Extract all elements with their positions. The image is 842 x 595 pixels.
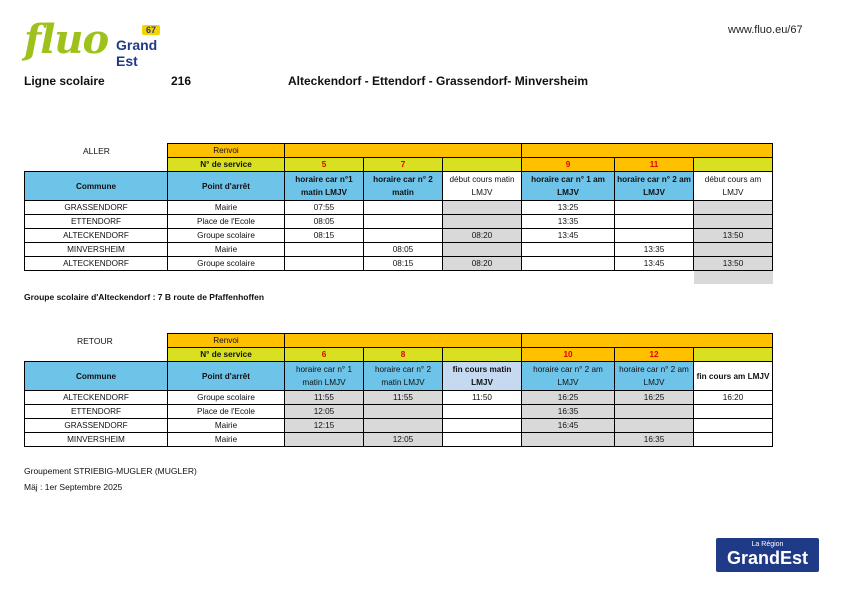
aller-col-header: horaire car n° 2 matin: [364, 172, 443, 201]
retour-service-number: 8: [364, 348, 443, 362]
stop-cell: Groupe scolaire: [168, 229, 285, 243]
commune-cell: ALTECKENDORF: [25, 229, 168, 243]
time-cell: [615, 201, 694, 215]
time-cell: [364, 229, 443, 243]
operator-text: Groupement STRIEBIG-MUGLER (MUGLER): [24, 466, 197, 476]
aller-col-header: début cours am LMJV: [694, 172, 773, 201]
grey-filler: [694, 271, 773, 285]
retour-col-commune: Commune: [25, 362, 168, 391]
time-cell: [694, 419, 773, 433]
time-cell: [522, 257, 615, 271]
time-cell: [522, 433, 615, 447]
retour-service-label: N° de service: [168, 348, 285, 362]
retour-service-number: 6: [285, 348, 364, 362]
time-cell: [443, 419, 522, 433]
aller-col-commune: Commune: [25, 172, 168, 201]
commune-cell: ALTECKENDORF: [25, 391, 168, 405]
commune-cell: MINVERSHEIM: [25, 433, 168, 447]
commune-cell: GRASSENDORF: [25, 419, 168, 433]
update-date: Mäj : 1er Septembre 2025: [24, 482, 123, 492]
aller-col-header: horaire car n°1 matin LMJV: [285, 172, 364, 201]
commune-cell: ALTECKENDORF: [25, 257, 168, 271]
time-cell: 13:45: [615, 257, 694, 271]
table-row: [25, 405, 773, 419]
aller-col-arret: Point d'arrêt: [168, 172, 285, 201]
time-cell: 16:20: [694, 391, 773, 405]
line-number: 216: [171, 74, 192, 88]
aller-service-number: 11: [615, 158, 694, 172]
time-cell: [615, 405, 694, 419]
logo-grand-est: Grand Est: [116, 37, 158, 69]
time-cell: [443, 243, 522, 257]
retour-renvoi-label: Renvoi: [168, 334, 285, 348]
commune-cell: GRASSENDORF: [25, 201, 168, 215]
table-row: [25, 215, 773, 229]
time-cell: [285, 243, 364, 257]
commune-cell: ETTENDORF: [25, 215, 168, 229]
region-logo-line1: La Région: [751, 541, 784, 548]
time-cell: [364, 201, 443, 215]
time-cell: [694, 433, 773, 447]
stop-cell: Mairie: [168, 433, 285, 447]
time-cell: 13:45: [522, 229, 615, 243]
aller-col-header: horaire car n° 2 am LMJV: [615, 172, 694, 201]
time-cell: [615, 229, 694, 243]
retour-col-header: horaire car n° 1 matin LMJV: [285, 362, 364, 391]
time-cell: 07:55: [285, 201, 364, 215]
aller-service-number: 5: [285, 158, 364, 172]
stop-cell: Place de l'Ecole: [168, 405, 285, 419]
table-row: [25, 257, 773, 271]
stop-cell: Mairie: [168, 419, 285, 433]
retour-col-header: horaire car n° 2 am LMJV: [615, 362, 694, 391]
time-cell: [615, 419, 694, 433]
time-cell: [694, 243, 773, 257]
time-cell: [522, 243, 615, 257]
line-label: Ligne scolaire: [24, 74, 105, 88]
table-row: [25, 229, 773, 243]
commune-cell: ETTENDORF: [25, 405, 168, 419]
time-cell: 16:45: [522, 419, 615, 433]
time-cell: [443, 433, 522, 447]
table-row: [25, 201, 773, 215]
time-cell: 13:50: [694, 257, 773, 271]
aller-service-label: N° de service: [168, 158, 285, 172]
retour-col-arret: Point d'arrêt: [168, 362, 285, 391]
time-cell: 16:25: [615, 391, 694, 405]
retour-service-number: 12: [615, 348, 694, 362]
time-cell: [694, 405, 773, 419]
website-link[interactable]: www.fluo.eu/67: [728, 24, 803, 36]
aller-timetable: [24, 143, 773, 284]
time-cell: 13:25: [522, 201, 615, 215]
time-cell: 08:20: [443, 229, 522, 243]
time-cell: [443, 201, 522, 215]
retour-title: RETOUR: [77, 336, 113, 346]
aller-service-number: [694, 158, 773, 172]
aller-renvoi-morning: [285, 144, 522, 158]
time-cell: 16:35: [615, 433, 694, 447]
table-row: [25, 391, 773, 405]
retour-timetable: [24, 333, 773, 447]
time-cell: 13:35: [522, 215, 615, 229]
retour-service-number: [443, 348, 522, 362]
time-cell: 11:50: [443, 391, 522, 405]
region-grand-est-logo: [716, 538, 819, 572]
time-cell: 13:35: [615, 243, 694, 257]
aller-renvoi-label: Renvoi: [168, 144, 285, 158]
stop-cell: Groupe scolaire: [168, 391, 285, 405]
time-cell: [364, 419, 443, 433]
retour-col-header: horaire car n° 2 matin LMJV: [364, 362, 443, 391]
table-row: [25, 433, 773, 447]
time-cell: [615, 215, 694, 229]
aller-note: Groupe scolaire d'Alteckendorf : 7 B route de Pfaffenhoffen: [24, 292, 265, 302]
time-cell: 08:05: [364, 243, 443, 257]
time-cell: [364, 405, 443, 419]
aller-service-number: 9: [522, 158, 615, 172]
time-cell: 16:35: [522, 405, 615, 419]
time-cell: 12:05: [364, 433, 443, 447]
stop-cell: Mairie: [168, 243, 285, 257]
time-cell: 11:55: [364, 391, 443, 405]
retour-service-number: [694, 348, 773, 362]
time-cell: [694, 201, 773, 215]
retour-col-header: horaire car n° 2 am LMJV: [522, 362, 615, 391]
aller-service-number: [443, 158, 522, 172]
time-cell: [443, 405, 522, 419]
stop-cell: Place de l'Ecole: [168, 215, 285, 229]
retour-renvoi-morning: [285, 334, 522, 348]
time-cell: 13:50: [694, 229, 773, 243]
aller-title: ALLER: [83, 146, 110, 156]
table-row: [25, 419, 773, 433]
logo-word: fluo: [24, 16, 109, 63]
retour-col-header: fin cours matin LMJV: [443, 362, 522, 391]
logo-number-badge: 67: [142, 25, 160, 35]
aller-col-header: début cours matin LMJV: [443, 172, 522, 201]
time-cell: 08:15: [285, 229, 364, 243]
fluo-logo: [24, 16, 174, 69]
time-cell: 16:25: [522, 391, 615, 405]
aller-col-header: horaire car n° 1 am LMJV: [522, 172, 615, 201]
time-cell: [285, 433, 364, 447]
time-cell: [443, 215, 522, 229]
time-cell: 08:15: [364, 257, 443, 271]
retour-renvoi-afternoon: [522, 334, 773, 348]
time-cell: 12:05: [285, 405, 364, 419]
table-row: [25, 243, 773, 257]
retour-col-header: fin cours am LMJV: [694, 362, 773, 391]
stop-cell: Groupe scolaire: [168, 257, 285, 271]
commune-cell: MINVERSHEIM: [25, 243, 168, 257]
time-cell: 08:05: [285, 215, 364, 229]
time-cell: 12:15: [285, 419, 364, 433]
time-cell: 11:55: [285, 391, 364, 405]
time-cell: [285, 257, 364, 271]
time-cell: [694, 215, 773, 229]
route-title: Alteckendorf - Ettendorf - Grassendorf- Minversheim: [288, 74, 589, 88]
time-cell: [364, 215, 443, 229]
aller-service-number: 7: [364, 158, 443, 172]
region-logo-line2: GrandEst: [726, 548, 809, 568]
aller-renvoi-afternoon: [522, 144, 773, 158]
retour-service-number: 10: [522, 348, 615, 362]
stop-cell: Mairie: [168, 201, 285, 215]
time-cell: 08:20: [443, 257, 522, 271]
